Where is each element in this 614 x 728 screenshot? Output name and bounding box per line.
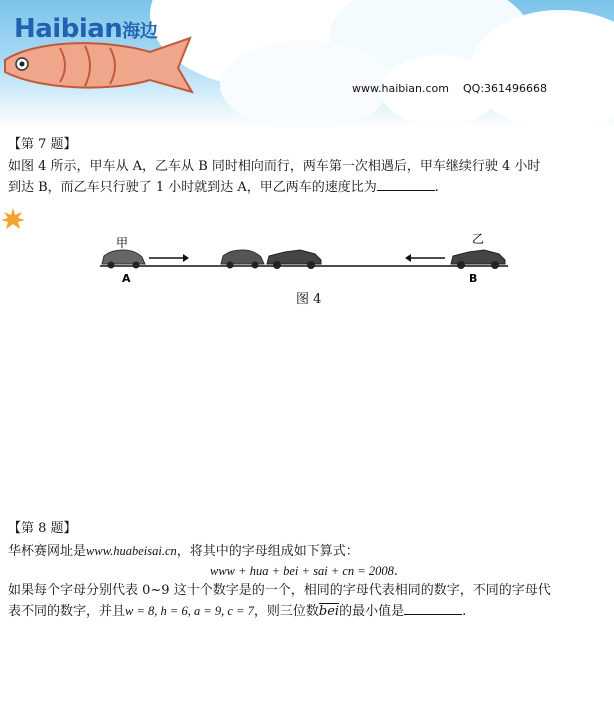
figure-4-diagram — [95, 230, 525, 290]
label-jia: 甲 — [116, 236, 129, 250]
q7-line-1: 如图 4 所示，甲车从 A，乙车从 B 同时相向而行，两车第一次相遇后，甲车继续行驶 4 小时 — [8, 159, 541, 174]
url-text: www.huabeisai.cn — [86, 544, 177, 558]
logo[interactable]: Haibian海边 — [14, 14, 158, 44]
website-link[interactable]: www.haibian.com — [352, 82, 449, 95]
bei-overline: $\overline{bei}$ — [318, 604, 340, 619]
qq-number: QQ:361496668 — [463, 82, 548, 95]
q7-line-2: 到达 B，而乙车只行驶了 1 小时就到达 A，甲乙两车的速度比为 . — [8, 180, 439, 195]
q8-line-1: 华杯赛网址是www.huabeisai.cn，将其中的字母组成如下算式： — [8, 544, 359, 559]
page-header — [0, 0, 614, 128]
label-b: B — [469, 272, 478, 285]
answer-blank[interactable] — [404, 602, 462, 615]
q8-equation: www + hua + bei + sai + cn = 2008. — [210, 564, 398, 579]
q8-line-4: 表不同的数字，并且w = 8, h = 6, a = 9, c = 7，则三位数$\overline{bei}$的最小值是 . — [8, 604, 467, 619]
q7-heading: 【第 7 题】 — [8, 137, 77, 152]
arrow-right-icon — [149, 254, 189, 262]
q8-heading: 【第 8 题】 — [8, 521, 77, 536]
maple-leaf-icon — [0, 206, 26, 232]
arrow-left-icon — [405, 254, 445, 262]
figure-caption: 图 4 — [296, 292, 322, 307]
label-a: A — [122, 272, 131, 285]
label-yi: 乙 — [472, 232, 485, 246]
q8-line-3: 如果每个字母分别代表 0~9 这十个数字是的一个，相同的字母代表相同的数字，不同的字母代 — [8, 583, 551, 598]
answer-blank[interactable] — [377, 178, 435, 191]
